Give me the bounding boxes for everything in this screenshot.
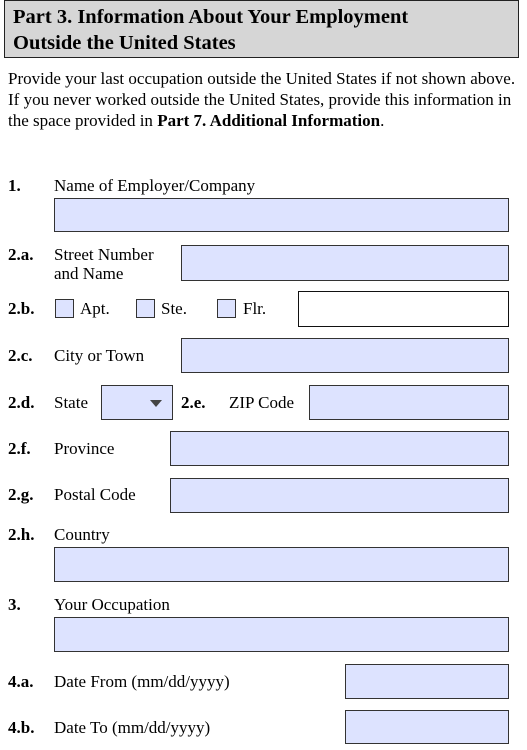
part-title-line1: Part 3. Information About Your Employment bbox=[13, 6, 409, 28]
state-dropdown[interactable] bbox=[101, 385, 173, 420]
date-to-field[interactable] bbox=[345, 710, 509, 744]
occupation-field[interactable] bbox=[54, 617, 509, 652]
street-field[interactable] bbox=[181, 245, 509, 281]
city-label: City or Town bbox=[54, 346, 145, 365]
item-2h-number: 2.h. bbox=[8, 525, 35, 544]
flr-label: Flr. bbox=[243, 299, 267, 318]
unit-number-field[interactable] bbox=[298, 291, 509, 327]
date-to-label: Date To (mm/dd/yyyy) bbox=[54, 718, 211, 737]
employer-field[interactable] bbox=[54, 198, 509, 232]
state-label: State bbox=[54, 393, 88, 412]
apt-label: Apt. bbox=[80, 299, 110, 318]
part-title-line2: Outside the United States bbox=[13, 32, 236, 54]
street-label-line2: and Name bbox=[54, 264, 124, 283]
item-2c-number: 2.c. bbox=[8, 346, 33, 365]
item-2d-number: 2.d. bbox=[8, 393, 35, 412]
date-from-label: Date From (mm/dd/yyyy) bbox=[54, 672, 230, 691]
country-field[interactable] bbox=[54, 547, 509, 582]
ste-label: Ste. bbox=[161, 299, 187, 318]
item-2b-number: 2.b. bbox=[8, 299, 35, 318]
part-3-header bbox=[4, 0, 519, 58]
zip-label: ZIP Code bbox=[229, 393, 295, 412]
instructions-text: Provide your last occupation outside the United States if not shown above. If you never worked outside the United States, provide this information in the space provided in bbox=[8, 69, 516, 130]
province-field[interactable] bbox=[170, 431, 509, 466]
postal-code-field[interactable] bbox=[170, 478, 509, 513]
postal-code-label: Postal Code bbox=[54, 485, 136, 504]
city-field[interactable] bbox=[181, 338, 509, 373]
item-4b-number: 4.b. bbox=[8, 718, 35, 737]
item-3-number: 3. bbox=[8, 595, 21, 614]
instructions-end: . bbox=[380, 111, 385, 130]
item-2g-number: 2.g. bbox=[8, 485, 34, 504]
country-label: Country bbox=[54, 525, 110, 544]
item-2a-number: 2.a. bbox=[8, 245, 34, 264]
chevron-down-icon bbox=[150, 400, 162, 407]
date-from-field[interactable] bbox=[345, 664, 509, 699]
flr-checkbox[interactable] bbox=[217, 299, 236, 318]
item-1-number: 1. bbox=[8, 176, 21, 195]
street-label-line1: Street Number bbox=[54, 245, 154, 264]
apt-checkbox[interactable] bbox=[55, 299, 74, 318]
instructions bbox=[8, 68, 520, 131]
item-2e-number: 2.e. bbox=[181, 393, 206, 412]
item-2f-number: 2.f. bbox=[8, 439, 31, 458]
occupation-label: Your Occupation bbox=[54, 595, 170, 614]
employer-label: Name of Employer/Company bbox=[54, 176, 256, 195]
instructions-reference: Part 7. Additional Information bbox=[157, 111, 381, 130]
zip-field[interactable] bbox=[309, 385, 509, 420]
province-label: Province bbox=[54, 439, 115, 458]
item-4a-number: 4.a. bbox=[8, 672, 34, 691]
ste-checkbox[interactable] bbox=[136, 299, 155, 318]
